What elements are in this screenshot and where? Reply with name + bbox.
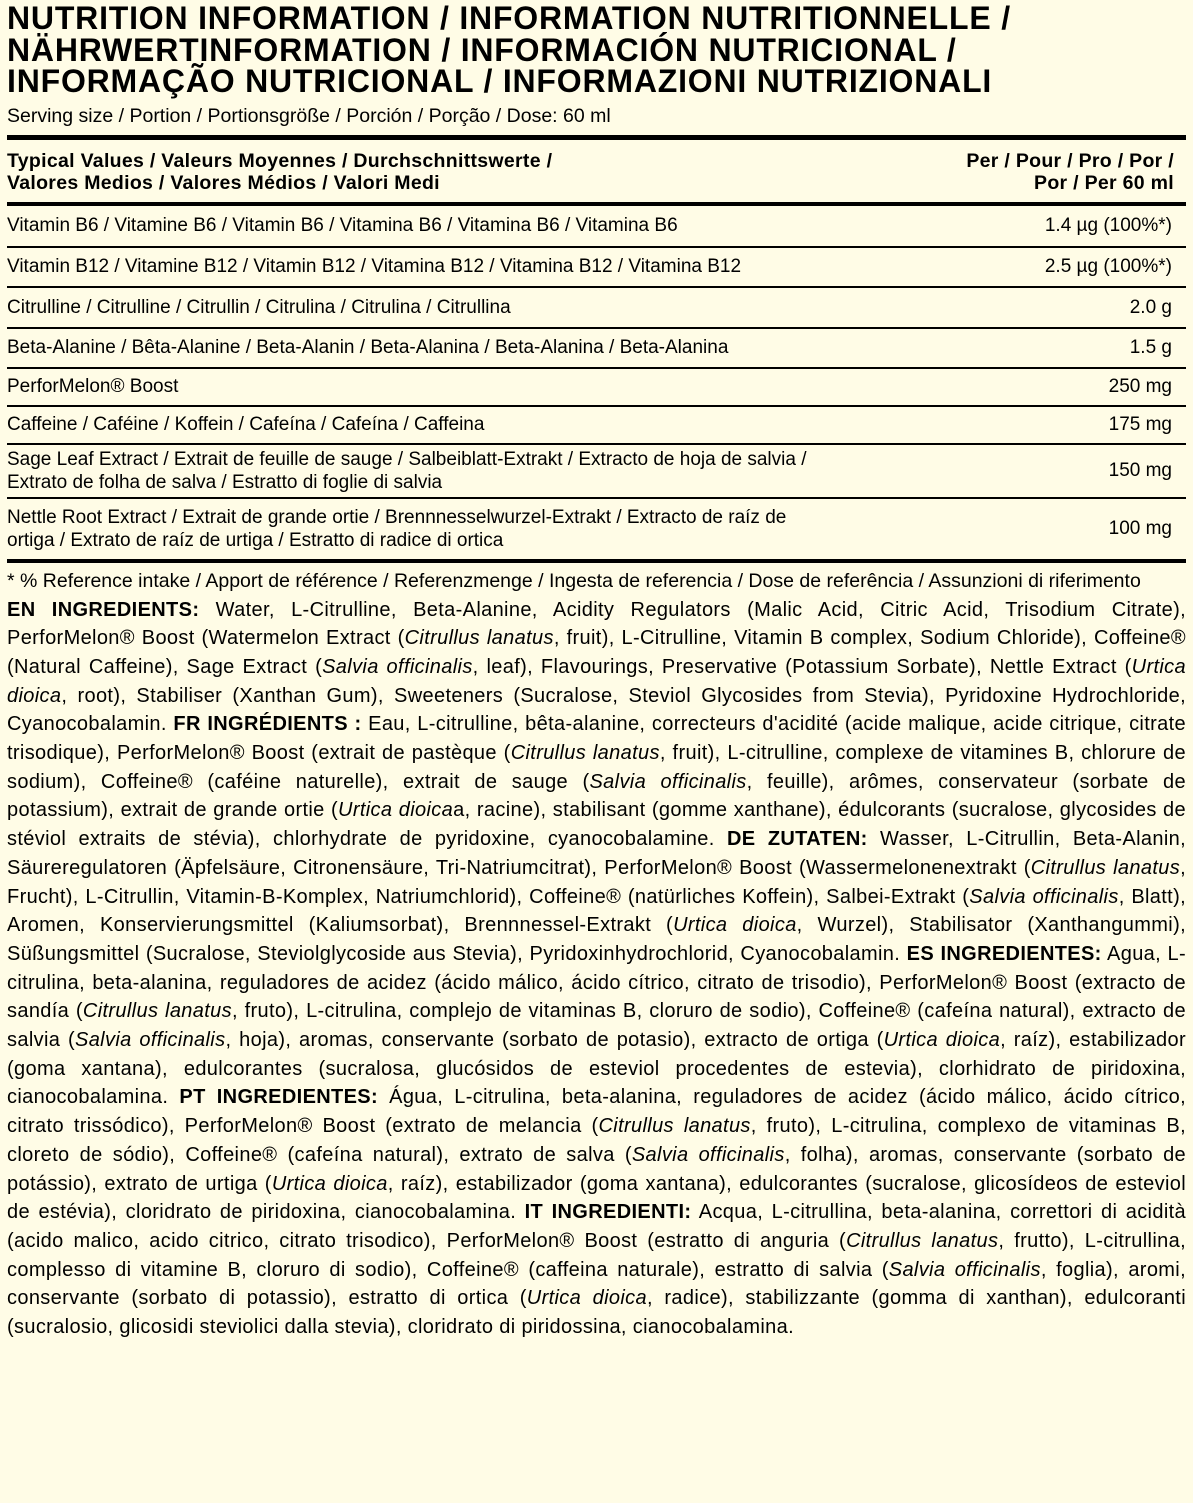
ingredient-text: , feuille), arômes, conservateur (sorbate de potassium), extrait de grande ortie ( bbox=[7, 770, 1186, 822]
ingredient-text: Wasser, L-Citrullin, Beta-Alanin, Säureregulatoren (Äpfelsäure, Citronensäure, Tri-Natriumcitrat), PerforMelon® Boost (Wassermelonenextrakt ( bbox=[7, 828, 1187, 879]
nutrient-name: Vitamin B6 / Vitamine B6 / Vitamin B6 / Vitamina B6 / Vitamina B6 / Vitamina B6 bbox=[7, 215, 678, 236]
nutrient-name: Nettle Root Extract / Extrait de grande ortie / Brennnesselwurzel-Extrakt / Extracto de raíz de ortiga / Extrato de raíz de urtiga / Estratto di radice di ortica bbox=[7, 506, 787, 551]
divider bbox=[7, 559, 1186, 563]
latin-name: Salvia officinalis bbox=[589, 770, 747, 793]
ingredient-text: , radice), stabilizzante (gomma di xanthan), edulcoranti (sucralosio, glicosidi steviolici dalla stevia), cloridrato di piridossina, cianocobalamina. bbox=[7, 1287, 1187, 1339]
latin-name: Citrullus lanatus bbox=[846, 1229, 999, 1252]
language-heading: PT INGREDIENTES: bbox=[179, 1086, 379, 1109]
nutrient-name: Citrulline / Citrulline / Citrullin / Citrulina / Citrulina / Citrullina bbox=[7, 296, 511, 318]
reference-intake-footnote: * % Reference intake / Apport de référence / Referenzmenge / Ingesta de referencia / Dose de referência / Assunzioni di riferimento bbox=[7, 569, 1141, 592]
latin-name: Citrullus lanatus bbox=[82, 1000, 232, 1023]
nutrient-table bbox=[7, 206, 1186, 559]
table-row bbox=[7, 367, 1186, 405]
ingredient-text: , fruto), L-citrulina, complejo de vitaminas B, cloruro de sodio), Coffeine® (cafeína natural), extracto de salvia ( bbox=[7, 1000, 1186, 1052]
ingredient-text: , fruit), L-Citrulline, Vitamin B complex, Sodium Chloride), Coffeine® (Natural Caffeine), Sage Extract ( bbox=[7, 627, 1186, 678]
table-row bbox=[7, 443, 1186, 497]
serving-size: Serving size / Portion / Portionsgröße / Porción / Porção / Dose: 60 ml bbox=[7, 104, 611, 127]
ingredient-text: , raíz), estabilizador (goma xantana), edulcorantes (sucralose, glicosídeos de esteviol de estévia), cloridrato de piridoxina, cianocobalamina. bbox=[7, 1172, 1187, 1224]
latin-name: Urtica dioica bbox=[338, 799, 454, 822]
language-heading: IT INGREDIENTI: bbox=[524, 1201, 692, 1224]
nutrient-value: 1.4 µg (100%*) bbox=[1044, 215, 1172, 236]
latin-name: Salvia officinalis bbox=[888, 1258, 1041, 1281]
latin-name: Urtica dioica bbox=[7, 655, 1186, 707]
ingredient-text: , frutto), L-citrullina, complesso di vitamine B, cloruro di sodio), Coffeine® (caffeina naturale), estratto di salvia ( bbox=[7, 1229, 1186, 1281]
latin-name: Salvia officinalis bbox=[75, 1029, 226, 1052]
ingredient-text: , Frucht), L-Citrullin, Vitamin-B-Komplex, Natriumchlorid), Coffeine® (natürliches Koffein), Salbei-Extrakt ( bbox=[7, 856, 1186, 908]
table-row bbox=[7, 206, 1186, 246]
table-header bbox=[7, 140, 1186, 202]
ingredient-text: , foglia), aromi, conservante (sorbato di potassio), estratto di ortica ( bbox=[7, 1258, 1187, 1310]
latin-name: Urtica dioica bbox=[673, 914, 797, 937]
latin-name: Salvia officinalis bbox=[322, 655, 473, 678]
nutrient-name: Beta-Alanine / Bêta-Alanine / Beta-Alanin / Beta-Alanina / Beta-Alanina / Beta-Alanina bbox=[7, 337, 729, 358]
ingredient-text: , hoja), aromas, conservante (sorbato de potasio), extracto de ortiga ( bbox=[225, 1029, 884, 1052]
latin-name: Urtica dioica bbox=[271, 1172, 388, 1195]
nutrient-value: 175 mg bbox=[1108, 414, 1172, 435]
ingredient-text: , fruto), L-citrulina, complexo de vitaminas B, cloreto de sódio), Coffeine® (cafeína natural), extrato de salva ( bbox=[7, 1115, 1186, 1166]
latin-name: Citrullus lanatus bbox=[510, 742, 660, 765]
latin-name: Salvia officinalis bbox=[969, 885, 1119, 908]
table-row bbox=[7, 286, 1186, 327]
ingredient-text: , fruit), L-citrulline, complexe de vitamines B, chlorure de sodium), Coffeine® (caféine naturelle), extrait de sauge ( bbox=[7, 742, 1186, 793]
nutrient-value: 250 mg bbox=[1108, 376, 1172, 397]
ingredient-text: Agua, L-citrulina, beta-alanina, reguladores de acidez (ácido málico, ácido cítrico, citrato de trisodio), PerforMelon® Boost (extracto de sandía ( bbox=[7, 942, 1186, 1023]
ingredient-text: a, racine), stabilisant (gomme xanthane), édulcorants (sucralose, glycosides de stéviol extraits de stévia), chlorhydrate de pyridoxine, cyanocobalamine. bbox=[7, 799, 1187, 851]
page-title: NUTRITION INFORMATION / INFORMATION NUTRITIONNELLE / NÄHRWERTINFORMATION / INFORMACIÓN NUTRICIONAL / INFORMAÇÃO NUTRICIONAL / INFORMAZIONI NUTRIZIONALI bbox=[7, 0, 1011, 99]
ingredient-text: , Blatt), Aromen, Konservierungsmittel (Kaliumsorbat), Brennnessel-Extrakt ( bbox=[7, 885, 1187, 937]
header-typical-values: Typical Values / Valeurs Moyennes / Durchschnittswerte / Valores Medios / Valores Médios / Valori Medi bbox=[7, 149, 553, 194]
table-row bbox=[7, 246, 1186, 286]
nutrient-name: PerforMelon® Boost bbox=[7, 376, 179, 397]
latin-name: Citrullus lanatus bbox=[598, 1115, 751, 1138]
nutrient-value: 100 mg bbox=[1108, 518, 1172, 539]
nutrient-value: 1.5 g bbox=[1129, 337, 1172, 358]
latin-name: Citrullus lanatus bbox=[404, 627, 554, 650]
ingredient-text: , folha), aromas, conservante (sorbato de potássio), extrato de urtiga ( bbox=[7, 1143, 1187, 1195]
header-per-serving: Per / Pour / Pro / Por / Por / Per 60 ml bbox=[966, 149, 1174, 194]
nutrient-name: Vitamin B12 / Vitamine B12 / Vitamin B12 / Vitamina B12 / Vitamina B12 / Vitamina B12 bbox=[7, 256, 742, 277]
ingredient-text: , leaf), Flavourings, Preservative (Potassium Sorbate), Nettle Extract ( bbox=[472, 655, 1132, 678]
latin-name: Salvia officinalis bbox=[631, 1143, 785, 1166]
ingredient-text: Água, L-citrulina, beta-alanina, reguladores de acidez (ácido málico, ácido cítrico, citrato trissódico), PerforMelon® Boost (extrato de melancia ( bbox=[7, 1086, 1186, 1138]
latin-name: Urtica dioica bbox=[526, 1287, 647, 1310]
ingredient-text: Eau, L-citrulline, bêta-alanine, correcteurs d'acidité (acide malique, acide citrique, citrate trisodique), PerforMelon® Boost (extrait de pastèque ( bbox=[7, 713, 1186, 765]
language-heading: DE ZUTATEN: bbox=[726, 828, 868, 851]
nutrient-name: Caffeine / Caféine / Koffein / Cafeína / Cafeína / Caffeina bbox=[7, 414, 485, 435]
ingredients-text bbox=[7, 596, 1186, 1342]
ingredient-text: , raíz), estabilizador (goma xantana), edulcorantes (sucralosa, glucósidos de esteviol procedentes de estevia), clorhidrato de piridoxina, cianocobalamina. bbox=[7, 1029, 1187, 1109]
ingredient-text: Water, L-Citrulline, Beta-Alanine, Acidity Regulators (Malic Acid, Citric Acid, Trisodium Citrate), PerforMelon® Boost (Watermelon Extract ( bbox=[7, 598, 1186, 650]
latin-name: Citrullus lanatus bbox=[1030, 856, 1181, 879]
ingredient-text: , root), Stabiliser (Xanthan Gum), Sweeteners (Sucralose, Steviol Glycosides from Stevia), Pyridoxine Hydrochloride, Cyanocobalamin. bbox=[7, 684, 1186, 736]
nutrient-value: 2.5 µg (100%*) bbox=[1044, 256, 1172, 277]
table-row bbox=[7, 327, 1186, 367]
nutrient-value: 2.0 g bbox=[1129, 296, 1172, 318]
language-heading: FR INGRÉDIENTS : bbox=[173, 713, 362, 736]
nutrient-name: Sage Leaf Extract / Extrait de feuille de sauge / Salbeiblatt-Extrakt / Extracto de hoja de salvia / Extrato de folha de salva / Estratto di foglie di salvia bbox=[7, 448, 807, 493]
language-heading: EN INGREDIENTS: bbox=[7, 598, 200, 621]
language-heading: ES INGREDIENTES: bbox=[906, 942, 1102, 965]
nutrient-value: 150 mg bbox=[1108, 460, 1172, 481]
table-row bbox=[7, 497, 1186, 559]
latin-name: Urtica dioica bbox=[883, 1029, 1001, 1052]
ingredient-text: Acqua, L-citrullina, beta-alanina, correttori di acidità (acido malico, acido citrico, citrato trisodico), PerforMelon® Boost (estratto di anguria ( bbox=[7, 1201, 1186, 1252]
ingredient-text: , Wurzel), Stabilisator (Xanthangummi), Süßungsmittel (Sucralose, Steviolglycoside aus Stevia), Pyridoxinhydrochlorid, Cyanocobalamin. bbox=[7, 914, 1187, 965]
table-row bbox=[7, 405, 1186, 443]
